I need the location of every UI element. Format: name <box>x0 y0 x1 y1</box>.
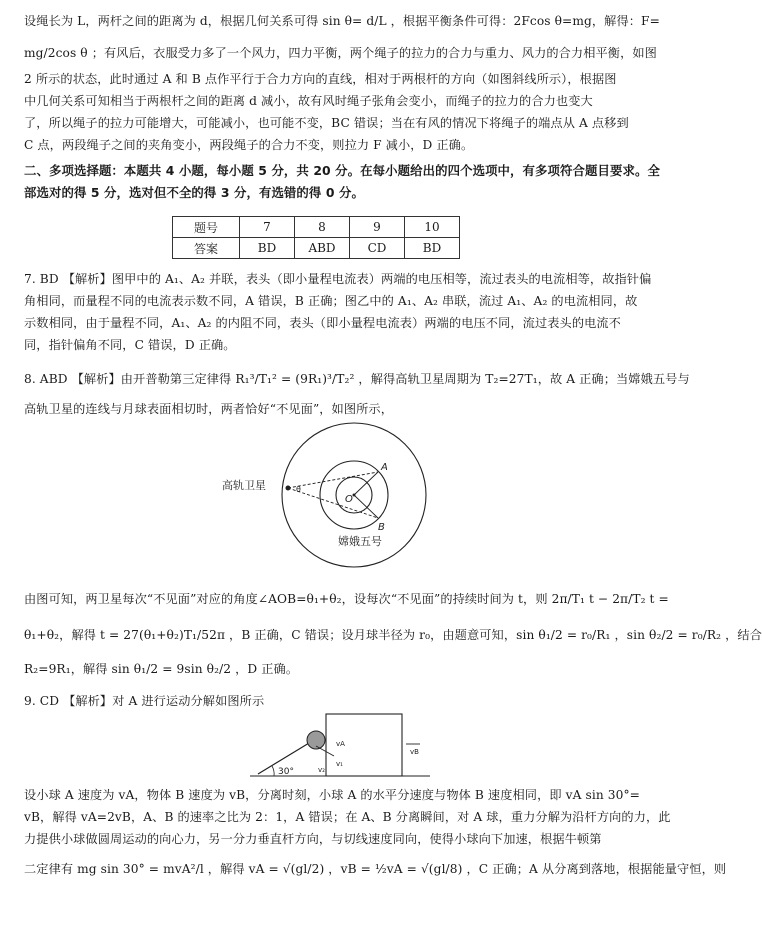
label-va: vA <box>336 740 345 748</box>
table-cell: 9 <box>350 217 405 238</box>
q8-after-line-1: 由图可知，两卫星每次“不见面”对应的角度∠AOB=θ₁+θ₂，设每次“不见面”的持续时间为 t，则 2π/T₁ t − 2π/T₂ t = <box>24 592 669 606</box>
paragraph-line-6: C 点，两段绳子之间的夹角变小，两段绳子的合力不变，则拉力 F 减小，D 正确。 <box>24 138 474 152</box>
center-dot <box>353 494 356 497</box>
paragraph-line-5: 了，所以绳子的拉力可能增大，可能减小，也可能不变，BC 错误；当在有风的情况下将绳子的端点从 A 点移到 <box>24 116 629 130</box>
tangent-line-b <box>288 488 378 518</box>
q8-after-line-2: θ₁+θ₂，解得 t = 27(θ₁+θ₂)T₁/52π ，B 正确，C 错误；设月球半径为 r₀，由题意可知，sin θ₁/2 = r₀/R₁ ，sin θ₂/2 = r₀/R₂ ，结合 <box>24 628 762 642</box>
paragraph-line-3: 2 所示的状态，此时通过 A 和 B 点作平行于合力方向的直线，相对于两根杆的方向（如图斜线所示），根据图 <box>24 72 617 86</box>
table-cell: 7 <box>240 217 295 238</box>
section-heading-line-2: 部选对的得 5 分，选对但不全的得 3 分，有选错的得 0 分。 <box>24 185 364 200</box>
paragraph-line-1: 设绳长为 L，两杆之间的距离为 d，根据几何关系可得 sin θ= d/L ，根据平衡条件可得：2Fcos θ=mg，解得：F= <box>24 14 660 28</box>
table-cell: 答案 <box>173 238 240 259</box>
q7-line-2: 角相同，而量程不同的电流表示数不同，A 错误，B 正确；图乙中的 A₁、A₂ 串联，流过 A₁、A₂ 的电流相同，故 <box>24 294 638 308</box>
q7-line-3: 示数相同，由于量程不同，A₁、A₂ 的内阻不同，表头（即小量程电流表）两端的电压不同，流过表头的电流不 <box>24 316 621 330</box>
table-row <box>173 217 460 238</box>
q7-line-4: 同，指针偏角不同，C 错误，D 正确。 <box>24 338 236 352</box>
table-cell: CD <box>350 238 405 259</box>
q9-line-2: vB，解得 vA=2vB，A、B 的速率之比为 2：1，A 错误；在 A、B 分离瞬间，对 A 球，重力分解为沿杆方向的力，此 <box>24 810 671 824</box>
orbit-diagram <box>200 420 440 570</box>
label-v2: v₂ <box>318 766 325 774</box>
q9-line-3: 力提供小球做圆周运动的向心力，另一分力垂直杆方向，与切线速度同向，使得小球向下加速，根据牛顿第 <box>24 832 602 846</box>
label-change5: 嫦娥五号 <box>338 535 382 548</box>
label-B: B <box>378 522 385 533</box>
label-v1: v₁ <box>336 760 343 768</box>
label-vb: vB <box>410 748 419 756</box>
label-angle: 30° <box>278 767 294 777</box>
table-cell: BD <box>405 238 460 259</box>
angle-arc <box>272 766 274 776</box>
table-row <box>173 238 460 259</box>
q8-after-line-3: R₂=9R₁，解得 sin θ₁/2 = 9sin θ₂/2 ，D 正确。 <box>24 662 299 676</box>
ball-block-diagram <box>240 710 440 780</box>
label-theta: θ <box>296 485 301 494</box>
q9-line-1: 设小球 A 速度为 vA，物体 B 速度为 vB，分离时刻，小球 A 的水平分速度与物体 B 速度相同，即 vA sin 30°= <box>24 788 640 802</box>
label-O: O <box>345 494 353 505</box>
paragraph-line-2: mg/2cos θ ；有风后，衣服受力多了一个风力，四力平衡，两个绳子的拉力的合力与重力、风力的合力相平衡，如图 <box>24 46 657 60</box>
table-cell: 10 <box>405 217 460 238</box>
q8-line-2: 高轨卫星的连线与月球表面相切时，两者恰好“不见面”，如图所示， <box>24 402 393 416</box>
q9-title: 9. CD 【解析】对 A 进行运动分解如图所示 <box>24 694 265 708</box>
label-A: A <box>381 462 388 473</box>
label-satellite: 高轨卫星 <box>222 479 266 492</box>
paragraph-line-4: 中几何关系可知相当于两根杆之间的距离 d 减小，故有风时绳子张角会变小，而绳子的拉力的合力也变大 <box>24 94 593 108</box>
table-cell: 题号 <box>173 217 240 238</box>
section-heading-line-1: 二、多项选择题：本题共 4 小题，每小题 5 分，共 20 分。在每小题给出的四个选项中，有多项符合题目要求。全 <box>24 163 660 178</box>
q7-line-1: 7. BD 【解析】图甲中的 A₁、A₂ 并联，表头（即小量程电流表）两端的电压相等，流过表头的电流相等，故指针偏 <box>24 272 652 286</box>
table-cell: BD <box>240 238 295 259</box>
satellite-dot <box>286 486 291 491</box>
radius-ob <box>354 495 378 518</box>
answer-table <box>172 216 460 259</box>
table-cell: ABD <box>295 238 350 259</box>
table-cell: 8 <box>295 217 350 238</box>
q8-line-1: 8. ABD 【解析】由开普勒第三定律得 R₁³/T₁² = (9R₁)³/T₂² ，解得高轨卫星周期为 T₂=27T₁，故 A 正确；当嫦娥五号与 <box>24 372 690 386</box>
q9-line-4: 二定律有 mg sin 30° = mvA²/l ，解得 vA = √(gl/2) ，vB = ½vA = √(gl/8) ，C 正确；A 从分离到落地，根据能量守恒，则 <box>24 862 727 876</box>
